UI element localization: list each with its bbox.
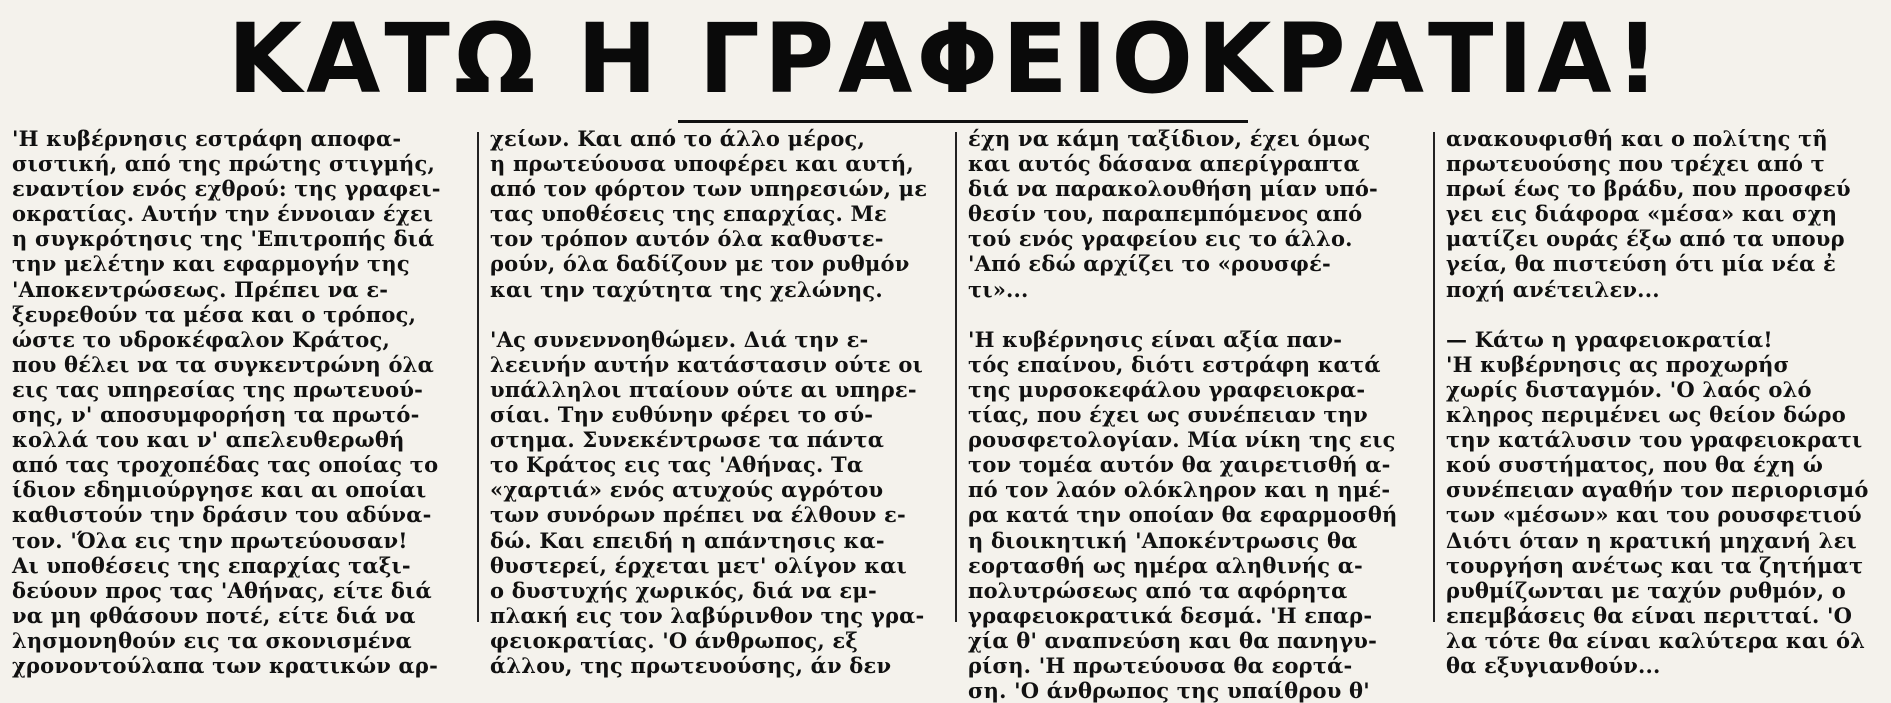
article-line: γραφειοκρατικά δεσμά. 'Η επαρ- (968, 602, 1373, 628)
article-line: τός επαίνου, διότι εστράφη κατά (968, 351, 1381, 377)
article-line: ση. 'Ο άνθρωπος της υπαίθρου θ' (968, 678, 1370, 703)
article-line: ξευρεθούν τα μέσα και ο τρόπος, (12, 301, 417, 327)
article-line: κού συστήματος, που θα έχη ώ (1446, 452, 1824, 478)
column-divider (1433, 132, 1435, 622)
column-divider (477, 132, 479, 622)
headline: ΚΑΤΩ Η ΓΡΑΦΕΙΟΚΡΑΤΙΑ! (227, 3, 1664, 115)
article-line: στημα. Συνεκέντρωσε τα πάντα (490, 427, 885, 453)
article-line: ίδιον εδημιούργησε και αι οποίαι (12, 477, 427, 503)
article-line: εναντίον ενός εχθρού: της γραφει- (12, 176, 441, 202)
article-line: «χαρτιά» ενός ατυχούς αγρότου (490, 477, 884, 503)
article-column-1 (12, 126, 467, 678)
article-line (968, 302, 1423, 327)
article-line: εις τας υπηρεσίας της πρωτευού- (12, 376, 424, 402)
article-line (490, 302, 945, 327)
article-line: χωρίς δισταγμόν. 'Ο λαός ολό (1446, 376, 1812, 402)
article-line: να μη φθάσουν ποτέ, είτε διά να (12, 602, 416, 628)
article-line: πλακή εις τον λαβύρινθον της γρα- (490, 602, 925, 628)
article-line: η πρωτεύουσα υποφέρει και αυτή, (490, 151, 914, 177)
article-line: Αι υποθέσεις της επαρχίας ταξι- (12, 552, 411, 578)
article-line: θεσίν του, παραπεμπόμενος από (968, 201, 1363, 227)
article-line: διά να παρακολουθήση μίαν υπό- (968, 176, 1378, 202)
article-line: σίαι. Την ευθύνην φέρει το σύ- (490, 402, 874, 428)
article-line: 'Η κυβέρνησις είναι αξία παν- (968, 326, 1343, 352)
article-line: τον τρόπον αυτόν όλα καθυστε- (490, 226, 884, 252)
article-line: 'Από εδώ αρχίζει το «ρουσφέ- (968, 251, 1331, 277)
article-line: πρωί έως το βράδυ, που προσφεύ (1446, 176, 1851, 202)
article-line: κληρος περιμένει ως θείον δώρο (1446, 402, 1846, 428)
article-line: 'Η κυβέρνησις εστράφη αποφα- (12, 126, 402, 151)
article-line: λεεινήν αυτήν κατάστασιν ούτε οι (490, 351, 923, 377)
article-line: ρουσφετολογίαν. Μία νίκη της εις (968, 427, 1396, 453)
article-line: και αυτός δάσανα απερίγραπτα (968, 151, 1360, 177)
article-line: καθιστούν την δράσιν του αδύνα- (12, 502, 432, 528)
article-line: χία θ' αναπνεύση και θα πανηγυ- (968, 627, 1377, 653)
article-line (1446, 302, 1880, 327)
article-line: ώστε το υδροκέφαλον Κράτος, (12, 326, 390, 352)
article-line: της μυρσοκεφάλου γραφειοκρα- (968, 376, 1366, 402)
article-line: κολλά του και ν' απελευθερωθή (12, 427, 405, 453)
article-line: ματίζει ουράς έξω από τα υπουρ (1446, 226, 1845, 252)
article-line: και την ταχύτητα της χελώνης. (490, 276, 883, 302)
article-line: δώ. Και επειδή η απάντησις κα- (490, 527, 885, 553)
article-line: ποχή ανέτειλεν... (1446, 276, 1660, 302)
article-line: τίας, που έχει ως συνέπειαν την (968, 402, 1368, 428)
article-line: πρωτευούσης που τρέχει από τ (1446, 151, 1825, 177)
article-line: 'Αποκεντρώσεως. Πρέπει να ε- (12, 276, 389, 302)
article-line: θα εξυγιανθούν... (1446, 652, 1661, 678)
article-line: οκρατίας. Αυτήν την έννοιαν έχει (12, 201, 434, 227)
article-line: τον τομέα αυτόν θα χαιρετισθή α- (968, 452, 1391, 478)
article-line: ρίση. 'Η πρωτεύουσα θα εορτά- (968, 652, 1353, 678)
article-column-2 (490, 126, 945, 678)
article-line: επεμβάσεις θα είναι περιτταί. 'Ο (1446, 602, 1853, 628)
article-line: Διότι όταν η κρατική μηχανή λει (1446, 527, 1857, 553)
article-line: από τον φόρτον των υπηρεσιών, με (490, 176, 928, 202)
article-line: έχη να κάμη ταξίδιον, έχει όμως (968, 126, 1371, 151)
article-line: τουργήση ανέτως και τα ζητήματ (1446, 552, 1864, 578)
article-body (12, 126, 1880, 703)
article-line: την μελέτην και εφαρμογήν της (12, 251, 410, 277)
article-line: θυστερεί, έρχεται μετ' ολίγον και (490, 552, 907, 578)
article-line: λα τότε θα είναι καλύτερα και όλ (1446, 627, 1866, 653)
article-line: την κατάλυσιν του γραφειοκρατι (1446, 427, 1863, 453)
article-line: γεία, θα πιστεύση ότι μία νέα ἐ (1446, 251, 1836, 277)
article-line: δεύουν προς τας 'Αθήνας, είτε διά (12, 577, 432, 603)
article-line: των συνόρων πρέπει να έλθουν ε- (490, 502, 906, 528)
article-line: εορτασθή ως ημέρα αληθινής α- (968, 552, 1363, 578)
article-line: η συγκρότησις της 'Επιτροπής διά (12, 226, 435, 252)
article-line: ρούν, όλα δαδίζουν με τον ρυθμόν (490, 251, 910, 277)
article-line: τού ενός γραφείου εις το άλλο. (968, 226, 1353, 252)
article-line: άλλου, της πρωτευούσης, άν δεν (490, 652, 892, 678)
article-line: πό τον λαόν ολόκληρον και η ημέ- (968, 477, 1391, 503)
article-line: πολυτρώσεως από τα αφόρητα (968, 577, 1348, 603)
article-line: από τας τροχοπέδας τας οποίας το (12, 452, 439, 478)
article-column-4 (1446, 126, 1880, 678)
article-column-3 (968, 126, 1423, 703)
article-line: χρονοντούλαπα των κρατικών αρ- (12, 652, 438, 678)
article-line: συνέπειαν αγαθήν τον περιορισμό (1446, 477, 1869, 503)
article-line: των «μέσων» και του ρουσφετιού (1446, 502, 1862, 528)
article-line: χείων. Και από το άλλο μέρος, (490, 126, 866, 151)
article-line: γει εις διάφορα «μέσα» και σχη (1446, 201, 1838, 227)
article-line: — Κάτω η γραφειοκρατία! (1446, 326, 1773, 352)
article-line: η διοικητική 'Αποκέντρωσις θα (968, 527, 1358, 553)
article-line: 'Ας συνεννοηθώμεν. Διά την ε- (490, 326, 869, 352)
article-line: σιστική, από της πρώτης στιγμής, (12, 151, 435, 177)
article-line: τι»... (968, 276, 1029, 302)
article-line: 'Η κυβέρνησις ας προχωρήσ (1446, 351, 1790, 377)
article-line: ανακουφισθή και ο πολίτης τῆ (1446, 126, 1828, 151)
article-line: το Κράτος εις τας 'Αθήνας. Τα (490, 452, 864, 478)
article-line: σης, ν' αποσυμφορήση τα πρωτό- (12, 402, 420, 428)
headline-rule (678, 120, 1248, 123)
column-divider (955, 132, 957, 622)
article-line: ο δυστυχής χωρικός, διά να εμ- (490, 577, 877, 603)
article-line: λησμονηθούν εις τα σκονισμένα (12, 627, 412, 653)
article-line: φειοκρατίας. 'Ο άνθρωπος, εξ (490, 627, 858, 653)
article-line: τον. 'Όλα εις την πρωτεύουσαν! (12, 527, 408, 553)
article-line: ρα κατά την οποίαν θα εφαρμοσθή (968, 502, 1398, 528)
article-line: υπάλληλοι πταίουν ούτε αι υπηρε- (490, 376, 917, 402)
article-line: που θέλει να τα συγκεντρώνη όλα (12, 351, 434, 377)
article-line: τας υποθέσεις της επαρχίας. Με (490, 201, 887, 227)
article-line: ρυθμίζωνται με ταχύν ρυθμόν, ο (1446, 577, 1846, 603)
